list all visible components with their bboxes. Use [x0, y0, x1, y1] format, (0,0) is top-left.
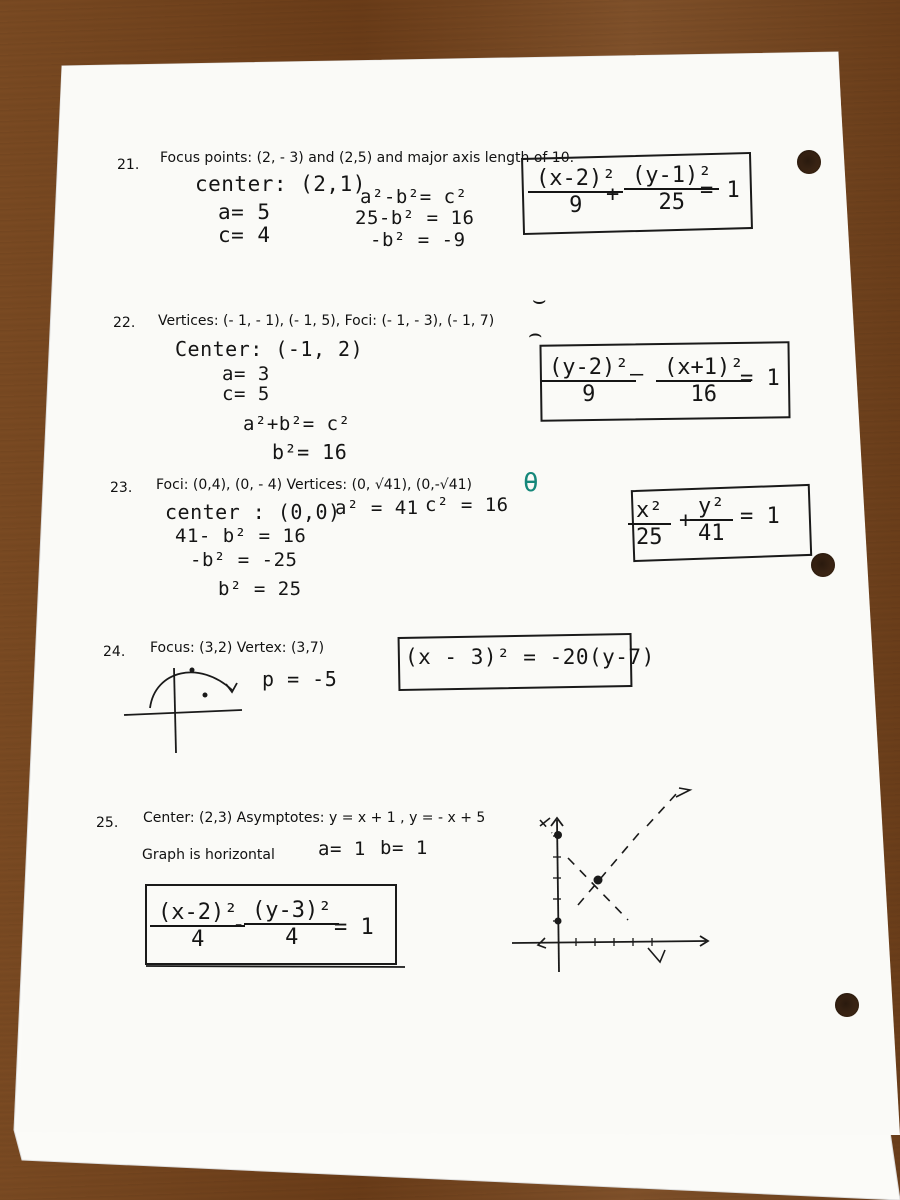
question-number: 24. — [103, 644, 126, 660]
punch-hole — [835, 993, 859, 1017]
numerator: y² — [698, 494, 725, 519]
answer-equation: (x - 3)² = -20(y-7) — [405, 645, 655, 669]
denominator: 41 — [690, 519, 733, 546]
answer-fraction — [694, 494, 729, 546]
equals-one: = 1 — [334, 915, 374, 940]
denominator: 25 — [624, 188, 719, 215]
denominator: 9 — [528, 191, 623, 218]
question-number: 22. — [113, 315, 136, 331]
punch-hole — [811, 553, 835, 577]
work-line: Center: (-1, 2) — [175, 337, 364, 361]
work-line: 25-b² = 16 — [355, 207, 475, 229]
question-prompt: Focus: (3,2) Vertex: (3,7) — [150, 640, 325, 656]
work-line: b= 1 — [380, 837, 428, 859]
question-number: 21. — [117, 157, 140, 173]
question-number: 23. — [110, 480, 133, 496]
denominator: 16 — [656, 380, 751, 407]
check-mark: ⌢ — [528, 322, 543, 347]
work-line: a= 5 — [218, 200, 271, 224]
work-line: center : (0,0) — [165, 500, 341, 524]
work-line: -b² = -25 — [190, 549, 298, 571]
denominator: 4 — [244, 923, 339, 950]
numerator: (x-2)² — [536, 166, 616, 191]
question-number: 25. — [96, 815, 119, 831]
work-line: b² = 25 — [218, 578, 302, 600]
work-line: p = -5 — [262, 667, 338, 691]
work-line: a²-b²= c² — [360, 186, 468, 208]
work-line: a² = 41 — [335, 497, 419, 519]
work-line: center: (2,1) — [195, 172, 366, 196]
numerator: (x-2)² — [158, 900, 238, 925]
answer-fraction — [545, 355, 632, 407]
check-mark: ⌣ — [532, 288, 547, 313]
numerator: (y-2)² — [549, 355, 629, 380]
question-prompt: Vertices: (- 1, - 1), (- 1, 5), Foci: (- 1, - 3), (- 1, 7) — [158, 313, 495, 329]
equals-one: = 1 — [740, 504, 780, 529]
denominator: 25 — [628, 523, 671, 550]
answer-fraction — [660, 355, 747, 407]
numerator: (x+1)² — [664, 355, 744, 380]
operator: + — [679, 508, 693, 533]
work-line: 41- b² = 16 — [175, 525, 307, 547]
work-line: a= 3 — [222, 363, 270, 385]
operator: — — [630, 362, 644, 387]
work-line: a²+b²= c² — [243, 413, 351, 435]
answer-fraction — [154, 900, 241, 952]
work-line: c² = 16 — [425, 494, 509, 516]
work-line: a= 1 — [318, 838, 366, 860]
work-line: b²= 16 — [272, 440, 348, 464]
work-line: -b² = -9 — [370, 229, 466, 251]
work-line: c= 5 — [222, 383, 270, 405]
equals-one: = 1 — [700, 178, 740, 203]
operator: + — [606, 182, 620, 207]
answer-fraction — [248, 898, 335, 950]
work-line: c= 4 — [218, 223, 271, 247]
punch-hole — [797, 150, 821, 174]
denominator: 4 — [150, 925, 245, 952]
denominator: 9 — [541, 380, 636, 407]
check-mark: θ — [523, 468, 540, 498]
numerator: x² — [636, 498, 663, 523]
numerator: (y-1)² — [632, 163, 712, 188]
question-prompt: Focus points: (2, - 3) and (2,5) and major axis length of 10. — [160, 150, 575, 166]
question-prompt: Center: (2,3) Asymptotes: y = x + 1 , y = - x + 5 — [143, 810, 486, 826]
answer-fraction — [632, 498, 667, 550]
equals-one: = 1 — [740, 366, 780, 391]
operator: - — [232, 912, 246, 937]
question-subprompt: Graph is horizontal — [142, 847, 275, 863]
question-prompt: Foci: (0,4), (0, - 4) Vertices: (0, √41), (0,-√41) — [156, 477, 472, 493]
numerator: (y-3)² — [252, 898, 332, 923]
